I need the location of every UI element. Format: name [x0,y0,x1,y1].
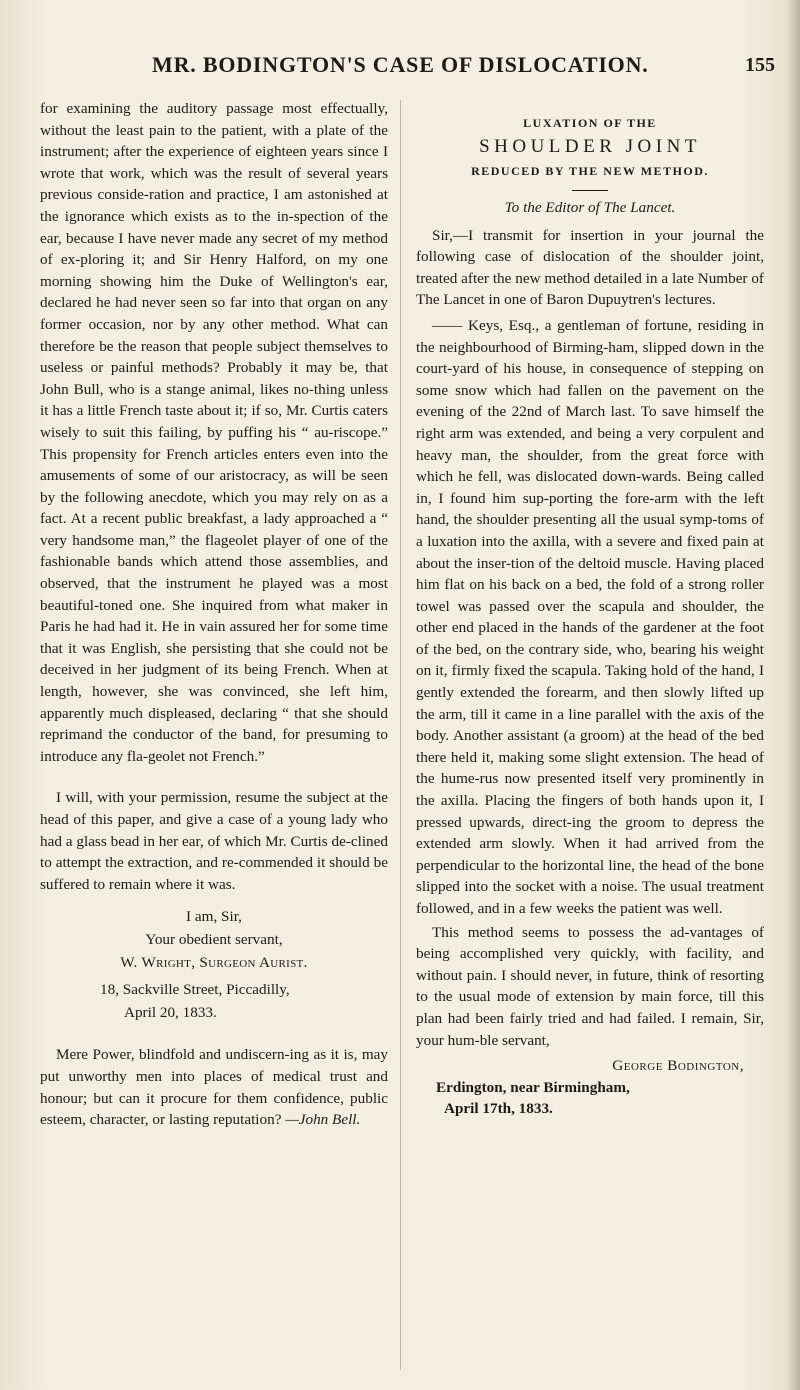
left-paragraph-2: I will, with your permission, resume the subject at the head of this paper, and give a case of a young lady who had a glass bead in her ear, of which Mr. Curtis de-clined to attempt the extraction, and re-commended it should be suffered to remain where it was. [40,789,388,893]
to-editor-line: To the Editor of The Lancet. [504,199,676,216]
closing-line-2: Your obedient servant, [145,931,283,949]
closing-line: I am, Sir, [186,908,242,926]
quote-attribution: —John Bell. [285,1111,361,1129]
left-paragraph-1: for examining the auditory passage most effectually, without the least pain to the patient, with a plate of the instrument; after the experience of eighteen years since I wrote that work, which was the result of several years previous conside-ration and practice, I am astonished at the ignorance which exists as to the in-spection of the ear, because I have never made any secret of my method of ex-ploring it; and Sir Henry Halford, on my one morning showing him the Duke of Wellington's ear, declared he had never seen so far into that organ on any former occasion, nor by any other method. What can therefore be the reason that people subject themselves to useless or painful methods? Probably it may be, that John Bull, who is a stange animal, likes no-thing unless it has a little French taste about it; if so, Mr. Curtis caters wisely to suit this failing, by puffing his “ au-riscope.” This propensity for French articles enters even into the amusements of some of our aristocracy, as will be seen by the following anecdote, which you may rely on as a fact. At a recent public breakfast, a lady approached a “ very handsome man,” the flageolet player of one of the fashionable bands which attend those assemblies, and observed, that the instrument he played was a most beautiful-toned one. She inquired from what maker in Paris he had had it. He in vain assured her for some time that it was English, she persisting that she could not be deceived in her judgment of its being French. When at length, however, she was convinced, she left him, apparently much displeased, declaring “ that she should reprimand the conductor of the band, for presuming to introduce any fla-geolet not French.” [40,100,388,765]
page-number: 155 [745,54,775,76]
right-paragraph-3: This method seems to possess the ad-vantages of being accomplished very quickly, with facility, and without pain. I should never, in future, think of resorting to the usual mode of extension by main force, till this plan had been fairly tried and had failed. I remain, Sir, your hum-ble servant, [416,923,764,1049]
heading-title: SHOULDER JOINT [479,136,701,157]
address-date: April 20, 1833. [124,1004,217,1022]
author-place-block [416,1077,764,1120]
article-heading [416,112,764,191]
heading-line-3: REDUCED BY THE NEW METHOD. [471,164,709,178]
heading-line-1: LUXATION OF THE [523,116,657,130]
running-title: MR. BODINGTON'S CASE OF DISLOCATION. [152,52,649,77]
sender-address [40,978,388,1024]
heading-rule [572,190,608,191]
address-street: 18, Sackville Street, Piccadilly, [100,981,290,999]
quote-paragraph [40,1044,388,1130]
author-signature: George Bodington, [612,1057,744,1075]
right-paragraph-1: Sir,—I transmit for insertion in your journal the following case of dislocation of the shoulder joint, treated after the new method detailed in a late Number of The Lancet in one of Baron Dupuytren's lectures. [416,226,764,309]
right-paragraph-2: —— Keys, Esq., a gentleman of fortune, residing in the neighbourhood of Birming-ham, slipped down in the court-yard of his house, in consequence of stepping on some snow which had fallen on the pavement on the evening of the 22nd of March last. To save himself the right arm was extended, and being a very corpulent and heavy man, the shoulder, from the great force with which he fell, was dislocated down-wards. Being called in, I found him sup-porting the fore-arm with the left hand, the shoulder presenting all the usual symp-toms of a luxation into the axilla, with a severe and fixed pain at about the inser-tion of the deltoid muscle. Having placed him flat on his back on a bed, the fold of a strong roller towel was passed over the scapula and shoulder, the other end placed in the hands of the gardener at the foot of the bed, on the contrary side, who, bearing his weight on it, firmly fixed the scapula. Taking hold of the hand, I gently extended the forearm, and then slowly lifted up the arm, till it came in a line parallel with the axis of the body. Another assistant (a groom) at the head of the bed there held it, making some slight extension. The head of the hume-rus now presented itself very prominently in the axilla. Placing the fingers of both hands upon it, I pressed upwards, direct-ing the groom to depress the extended arm slowly. When it had arrived from the perpendicular to the horizontal line, the head of the bone slipped into the socket with a noise. The usual treatment followed, and in a few weeks the patient was well. [416,316,764,917]
running-head [0,52,800,82]
author-date: April 17th, 1833. [444,1100,553,1118]
signature: W. Wright, Surgeon Aurist. [120,954,308,972]
author-signature-block [416,1055,764,1077]
left-column [40,98,388,1131]
page-edge-shadow [786,0,800,1390]
author-place: Erdington, near Birmingham, [436,1078,630,1096]
column-divider [400,100,401,1370]
quote-text: Mere Power, blindfold and undiscern-ing as it is, may put unworthy men into places of medical trust and honour; but can it procure for them confidence, public esteem, character, or lasting reputation? [40,1046,388,1129]
right-column [416,98,764,1120]
letter-signoff [40,905,388,974]
